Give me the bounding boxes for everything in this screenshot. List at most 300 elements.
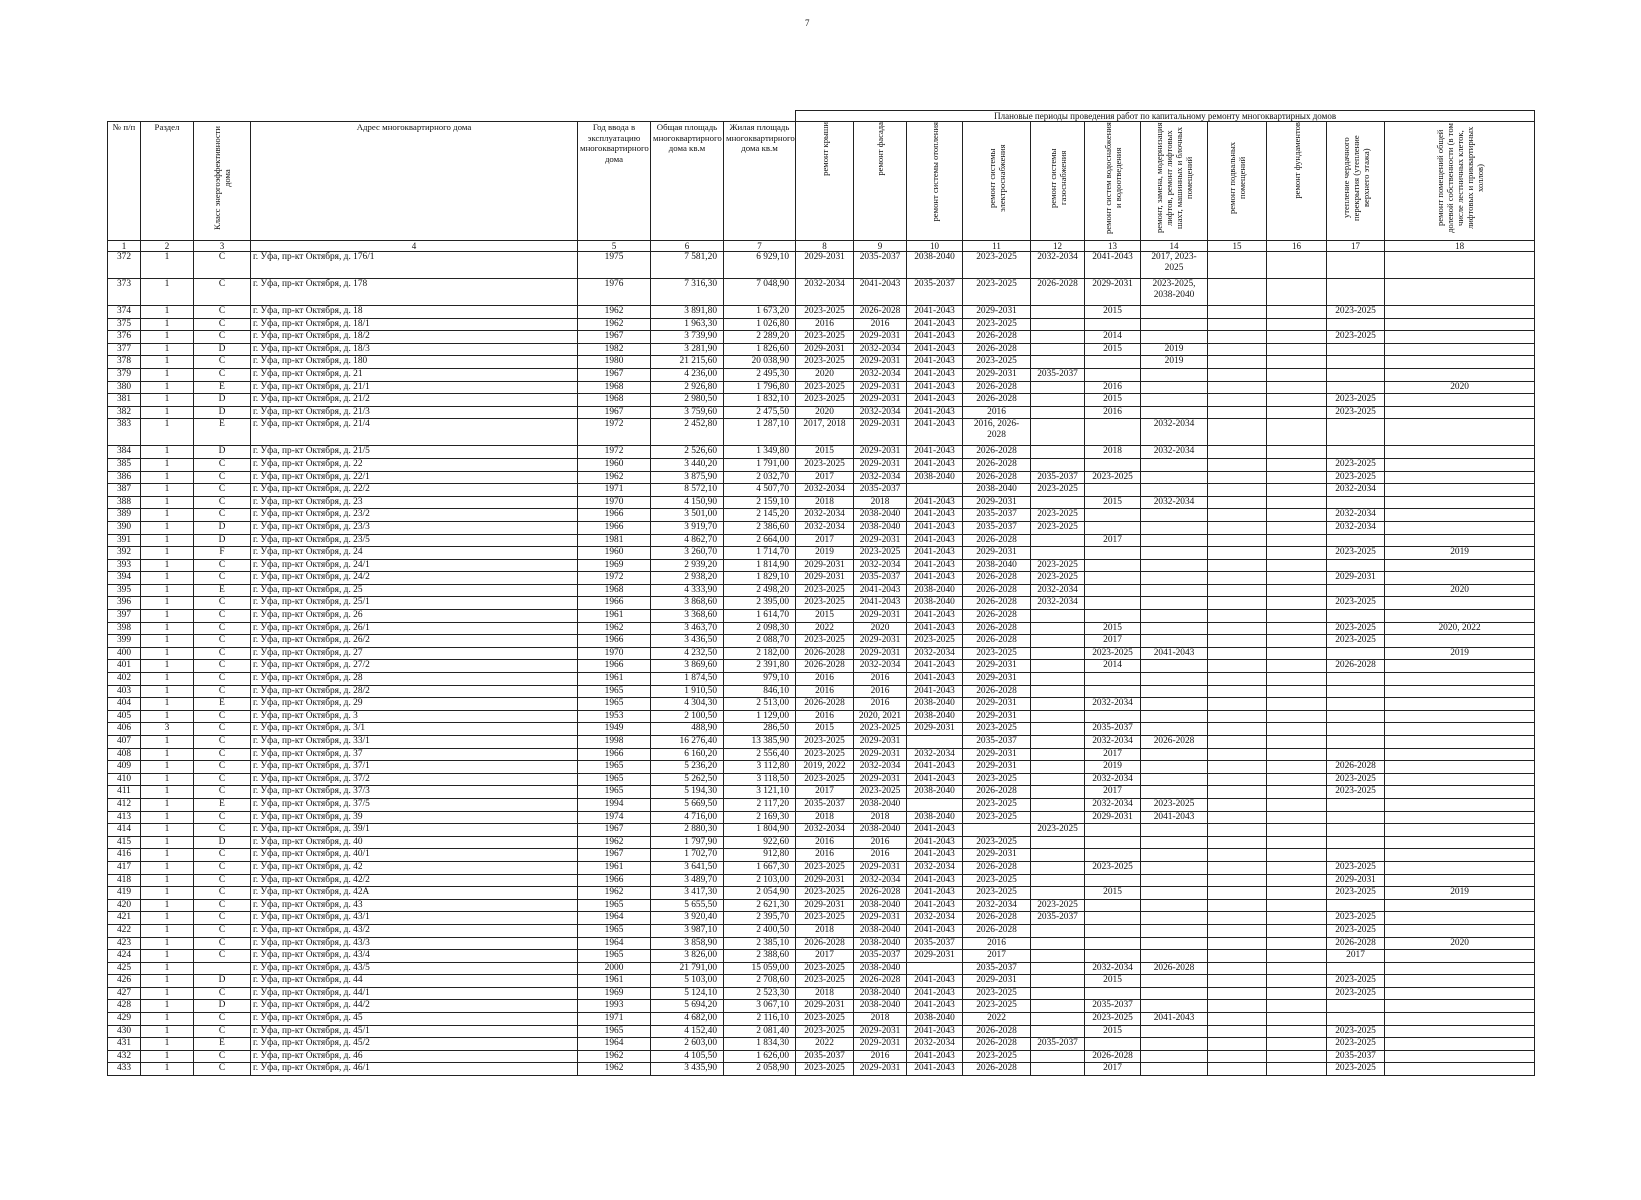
cell-attic-insulation xyxy=(1327,1000,1385,1013)
cell-basement-repair xyxy=(1208,836,1267,849)
cell-facade-repair: 2029-2031 xyxy=(854,861,907,874)
cell-address: г. Уфа, пр-кт Октября, д. 45 xyxy=(251,1013,578,1026)
cell-energy-class: C xyxy=(194,1050,251,1063)
cell-facade-repair: 2035-2037 xyxy=(854,252,907,279)
cell-energy-class: C xyxy=(194,736,251,749)
cell-attic-insulation xyxy=(1327,962,1385,975)
cell-basement-repair xyxy=(1208,962,1267,975)
cell-total-area: 5 655,50 xyxy=(651,899,724,912)
cell-row-number: 377 xyxy=(108,343,141,356)
cell-attic-insulation: 2023-2025 xyxy=(1327,635,1385,648)
cell-living-area: 2 386,60 xyxy=(724,521,796,534)
cell-elevator-repair xyxy=(1141,306,1208,319)
cell-common-areas-repair xyxy=(1385,899,1535,912)
table-row xyxy=(108,874,1535,887)
cell-common-areas-repair: 2020, 2022 xyxy=(1385,622,1535,635)
cell-gas-repair xyxy=(1031,394,1085,407)
cell-row-number: 387 xyxy=(108,484,141,497)
table-row xyxy=(108,306,1535,319)
cell-electric-repair: 2029-2031 xyxy=(963,849,1031,862)
cell-energy-class: D xyxy=(194,446,251,459)
cell-basement-repair xyxy=(1208,874,1267,887)
cell-foundation-repair xyxy=(1267,723,1327,736)
cell-total-area: 1 910,50 xyxy=(651,685,724,698)
cell-energy-class: C xyxy=(194,484,251,497)
cell-water-repair xyxy=(1085,356,1141,369)
cell-address: г. Уфа, пр-кт Октября, д. 21/1 xyxy=(251,381,578,394)
cell-gas-repair xyxy=(1031,331,1085,344)
cell-total-area: 6 160,20 xyxy=(651,748,724,761)
cell-row-number: 404 xyxy=(108,698,141,711)
cell-address: г. Уфа, пр-кт Октября, д. 43/1 xyxy=(251,912,578,925)
cell-total-area: 2 980,50 xyxy=(651,394,724,407)
header-roof-repair: ремонт крыши xyxy=(796,122,854,241)
cell-basement-repair xyxy=(1208,811,1267,824)
cell-total-area: 3 868,60 xyxy=(651,597,724,610)
cell-facade-repair: 2016 xyxy=(854,849,907,862)
cell-basement-repair xyxy=(1208,761,1267,774)
cell-facade-repair: 2035-2037 xyxy=(854,484,907,497)
cell-facade-repair: 2029-2031 xyxy=(854,458,907,471)
cell-common-areas-repair xyxy=(1385,509,1535,522)
cell-total-area: 4 716,00 xyxy=(651,811,724,824)
cell-facade-repair: 2038-2040 xyxy=(854,1000,907,1013)
cell-water-repair xyxy=(1085,597,1141,610)
cell-heating-repair: 2041-2043 xyxy=(907,318,963,331)
cell-energy-class: C xyxy=(194,786,251,799)
cell-heating-repair: 2041-2043 xyxy=(907,887,963,900)
cell-gas-repair xyxy=(1031,647,1085,660)
cell-roof-repair: 2020 xyxy=(796,368,854,381)
cell-heating-repair: 2041-2043 xyxy=(907,824,963,837)
cell-roof-repair: 2023-2025 xyxy=(796,306,854,319)
cell-elevator-repair xyxy=(1141,521,1208,534)
cell-heating-repair: 2041-2043 xyxy=(907,496,963,509)
cell-energy-class: C xyxy=(194,660,251,673)
header-number: № п/п xyxy=(108,122,141,241)
cell-section: 1 xyxy=(141,975,194,988)
cell-row-number: 388 xyxy=(108,496,141,509)
cell-electric-repair: 2026-2028 xyxy=(963,1038,1031,1051)
cell-water-repair: 2032-2034 xyxy=(1085,698,1141,711)
cell-row-number: 424 xyxy=(108,950,141,963)
cell-electric-repair: 2038-2040 xyxy=(963,484,1031,497)
cell-section: 1 xyxy=(141,279,194,306)
cell-common-areas-repair xyxy=(1385,572,1535,585)
cell-gas-repair xyxy=(1031,874,1085,887)
cell-gas-repair: 2035-2037 xyxy=(1031,912,1085,925)
cell-electric-repair: 2026-2028 xyxy=(963,534,1031,547)
cell-total-area: 3 641,50 xyxy=(651,861,724,874)
cell-water-repair: 2018 xyxy=(1085,446,1141,459)
cell-attic-insulation xyxy=(1327,368,1385,381)
cell-living-area: 2 708,60 xyxy=(724,975,796,988)
cell-energy-class: C xyxy=(194,924,251,937)
cell-roof-repair: 2032-2034 xyxy=(796,824,854,837)
cell-facade-repair: 2032-2034 xyxy=(854,559,907,572)
cell-foundation-repair xyxy=(1267,824,1327,837)
cell-row-number: 429 xyxy=(108,1013,141,1026)
cell-water-repair xyxy=(1085,419,1141,446)
cell-foundation-repair xyxy=(1267,924,1327,937)
cell-roof-repair: 2026-2028 xyxy=(796,698,854,711)
cell-water-repair: 2017 xyxy=(1085,1063,1141,1076)
cell-section: 1 xyxy=(141,924,194,937)
cell-heating-repair: 2038-2040 xyxy=(907,252,963,279)
cell-year-built: 1966 xyxy=(578,874,651,887)
cell-section: 1 xyxy=(141,824,194,837)
cell-water-repair: 2014 xyxy=(1085,331,1141,344)
table-row xyxy=(108,279,1535,306)
cell-living-area: 1 349,80 xyxy=(724,446,796,459)
cell-energy-class: C xyxy=(194,723,251,736)
table-row xyxy=(108,1013,1535,1026)
cell-year-built: 1998 xyxy=(578,736,651,749)
cell-section: 1 xyxy=(141,597,194,610)
cell-attic-insulation xyxy=(1327,811,1385,824)
cell-energy-class: C xyxy=(194,761,251,774)
cell-water-repair xyxy=(1085,836,1141,849)
cell-common-areas-repair xyxy=(1385,912,1535,925)
cell-roof-repair: 2017 xyxy=(796,534,854,547)
cell-row-number: 390 xyxy=(108,521,141,534)
cell-attic-insulation: 2023-2025 xyxy=(1327,597,1385,610)
cell-total-area: 4 862,70 xyxy=(651,534,724,547)
column-number: 12 xyxy=(1031,241,1085,252)
cell-roof-repair: 2029-2031 xyxy=(796,559,854,572)
cell-row-number: 405 xyxy=(108,710,141,723)
table-row xyxy=(108,710,1535,723)
cell-year-built: 1972 xyxy=(578,419,651,446)
cell-water-repair: 2023-2025 xyxy=(1085,647,1141,660)
cell-foundation-repair xyxy=(1267,496,1327,509)
cell-facade-repair: 2026-2028 xyxy=(854,975,907,988)
cell-row-number: 385 xyxy=(108,458,141,471)
cell-gas-repair xyxy=(1031,343,1085,356)
cell-water-repair: 2029-2031 xyxy=(1085,279,1141,306)
cell-basement-repair xyxy=(1208,559,1267,572)
cell-year-built: 1994 xyxy=(578,798,651,811)
cell-common-areas-repair xyxy=(1385,723,1535,736)
cell-attic-insulation: 2023-2025 xyxy=(1327,622,1385,635)
cell-living-area: 1 026,80 xyxy=(724,318,796,331)
cell-facade-repair: 2032-2034 xyxy=(854,368,907,381)
table-row xyxy=(108,381,1535,394)
cell-basement-repair xyxy=(1208,950,1267,963)
cell-total-area: 7 581,20 xyxy=(651,252,724,279)
column-number: 4 xyxy=(251,241,578,252)
cell-living-area: 2 117,20 xyxy=(724,798,796,811)
cell-section: 1 xyxy=(141,710,194,723)
cell-year-built: 1966 xyxy=(578,509,651,522)
cell-foundation-repair xyxy=(1267,1063,1327,1076)
cell-energy-class: E xyxy=(194,419,251,446)
cell-energy-class: C xyxy=(194,306,251,319)
cell-year-built: 1962 xyxy=(578,306,651,319)
cell-roof-repair: 2035-2037 xyxy=(796,1050,854,1063)
cell-heating-repair: 2041-2043 xyxy=(907,1050,963,1063)
cell-total-area: 1 963,30 xyxy=(651,318,724,331)
cell-section: 1 xyxy=(141,1063,194,1076)
cell-row-number: 428 xyxy=(108,1000,141,1013)
cell-gas-repair: 2032-2034 xyxy=(1031,584,1085,597)
cell-living-area: 2 475,50 xyxy=(724,406,796,419)
cell-common-areas-repair xyxy=(1385,748,1535,761)
cell-water-repair: 2023-2025 xyxy=(1085,861,1141,874)
cell-attic-insulation xyxy=(1327,1013,1385,1026)
cell-row-number: 425 xyxy=(108,962,141,975)
cell-common-areas-repair xyxy=(1385,559,1535,572)
cell-gas-repair xyxy=(1031,496,1085,509)
cell-total-area: 3 858,90 xyxy=(651,937,724,950)
cell-heating-repair: 2041-2043 xyxy=(907,924,963,937)
cell-electric-repair: 2026-2028 xyxy=(963,1063,1031,1076)
cell-gas-repair: 2035-2037 xyxy=(1031,1038,1085,1051)
cell-year-built: 1974 xyxy=(578,811,651,824)
cell-heating-repair: 2041-2043 xyxy=(907,509,963,522)
cell-total-area: 3 440,20 xyxy=(651,458,724,471)
cell-row-number: 430 xyxy=(108,1025,141,1038)
cell-total-area: 3 987,10 xyxy=(651,924,724,937)
table-row xyxy=(108,509,1535,522)
cell-total-area: 3 826,00 xyxy=(651,950,724,963)
cell-elevator-repair xyxy=(1141,899,1208,912)
cell-row-number: 420 xyxy=(108,899,141,912)
cell-section: 1 xyxy=(141,950,194,963)
cell-foundation-repair xyxy=(1267,635,1327,648)
cell-common-areas-repair xyxy=(1385,698,1535,711)
cell-electric-repair: 2035-2037 xyxy=(963,962,1031,975)
column-number: 2 xyxy=(141,241,194,252)
header-section: Раздел xyxy=(141,122,194,241)
cell-water-repair: 2015 xyxy=(1085,1025,1141,1038)
cell-section: 1 xyxy=(141,786,194,799)
cell-common-areas-repair xyxy=(1385,252,1535,279)
cell-total-area: 488,90 xyxy=(651,723,724,736)
cell-water-repair: 2015 xyxy=(1085,496,1141,509)
table-row xyxy=(108,773,1535,786)
cell-common-areas-repair: 2019 xyxy=(1385,647,1535,660)
cell-common-areas-repair xyxy=(1385,773,1535,786)
cell-electric-repair: 2029-2031 xyxy=(963,710,1031,723)
cell-attic-insulation: 2023-2025 xyxy=(1327,1038,1385,1051)
cell-section: 1 xyxy=(141,1000,194,1013)
cell-roof-repair: 2017 xyxy=(796,950,854,963)
table-row xyxy=(108,1063,1535,1076)
cell-facade-repair: 2029-2031 xyxy=(854,534,907,547)
cell-living-area: 2 054,90 xyxy=(724,887,796,900)
cell-foundation-repair xyxy=(1267,660,1327,673)
cell-section: 1 xyxy=(141,874,194,887)
table-row xyxy=(108,331,1535,344)
cell-basement-repair xyxy=(1208,509,1267,522)
cell-basement-repair xyxy=(1208,471,1267,484)
cell-living-area: 2 145,20 xyxy=(724,509,796,522)
cell-total-area: 2 938,20 xyxy=(651,572,724,585)
cell-address: г. Уфа, пр-кт Октября, д. 26/2 xyxy=(251,635,578,648)
cell-section: 1 xyxy=(141,356,194,369)
cell-heating-repair: 2041-2043 xyxy=(907,419,963,446)
cell-foundation-repair xyxy=(1267,698,1327,711)
cell-living-area: 2 088,70 xyxy=(724,635,796,648)
cell-roof-repair: 2026-2028 xyxy=(796,660,854,673)
cell-total-area: 3 919,70 xyxy=(651,521,724,534)
cell-total-area: 3 489,70 xyxy=(651,874,724,887)
table-row xyxy=(108,811,1535,824)
cell-foundation-repair xyxy=(1267,849,1327,862)
cell-elevator-repair xyxy=(1141,924,1208,937)
cell-living-area: 846,10 xyxy=(724,685,796,698)
cell-total-area: 4 232,50 xyxy=(651,647,724,660)
cell-living-area: 20 038,90 xyxy=(724,356,796,369)
cell-roof-repair: 2032-2034 xyxy=(796,509,854,522)
header-living-area: Жилая площадь многоквартирного дома кв.м xyxy=(724,122,796,241)
cell-water-repair: 2035-2037 xyxy=(1085,1000,1141,1013)
cell-water-repair: 2032-2034 xyxy=(1085,962,1141,975)
cell-foundation-repair xyxy=(1267,1050,1327,1063)
cell-roof-repair: 2020 xyxy=(796,406,854,419)
cell-foundation-repair xyxy=(1267,975,1327,988)
cell-energy-class: C xyxy=(194,496,251,509)
cell-foundation-repair xyxy=(1267,962,1327,975)
cell-address: г. Уфа, пр-кт Октября, д. 18/2 xyxy=(251,331,578,344)
cell-common-areas-repair xyxy=(1385,368,1535,381)
cell-elevator-repair: 2019 xyxy=(1141,343,1208,356)
cell-attic-insulation: 2026-2028 xyxy=(1327,660,1385,673)
cell-total-area: 21 215,60 xyxy=(651,356,724,369)
cell-common-areas-repair xyxy=(1385,1025,1535,1038)
cell-address: г. Уфа, пр-кт Октября, д. 21/3 xyxy=(251,406,578,419)
cell-basement-repair xyxy=(1208,458,1267,471)
cell-electric-repair: 2026-2028 xyxy=(963,786,1031,799)
cell-basement-repair xyxy=(1208,1063,1267,1076)
cell-elevator-repair xyxy=(1141,975,1208,988)
cell-facade-repair: 2029-2031 xyxy=(854,331,907,344)
cell-total-area: 5 262,50 xyxy=(651,773,724,786)
cell-living-area: 2 388,60 xyxy=(724,950,796,963)
cell-gas-repair xyxy=(1031,610,1085,623)
cell-electric-repair: 2029-2031 xyxy=(963,496,1031,509)
cell-living-area: 2 395,00 xyxy=(724,597,796,610)
cell-heating-repair: 2041-2043 xyxy=(907,660,963,673)
cell-attic-insulation xyxy=(1327,685,1385,698)
cell-foundation-repair xyxy=(1267,899,1327,912)
cell-elevator-repair xyxy=(1141,1000,1208,1013)
cell-elevator-repair xyxy=(1141,1038,1208,1051)
cell-foundation-repair xyxy=(1267,534,1327,547)
cell-attic-insulation: 2032-2034 xyxy=(1327,484,1385,497)
cell-electric-repair: 2022 xyxy=(963,1013,1031,1026)
cell-living-area: 1 287,10 xyxy=(724,419,796,446)
cell-attic-insulation xyxy=(1327,584,1385,597)
cell-heating-repair: 2032-2034 xyxy=(907,748,963,761)
cell-row-number: 422 xyxy=(108,924,141,937)
cell-heating-repair xyxy=(907,736,963,749)
cell-basement-repair xyxy=(1208,798,1267,811)
cell-year-built: 2000 xyxy=(578,962,651,975)
cell-energy-class: C xyxy=(194,748,251,761)
cell-elevator-repair xyxy=(1141,698,1208,711)
table-row xyxy=(108,356,1535,369)
cell-electric-repair: 2023-2025 xyxy=(963,887,1031,900)
cell-basement-repair xyxy=(1208,1025,1267,1038)
cell-water-repair xyxy=(1085,584,1141,597)
cell-facade-repair: 2032-2034 xyxy=(854,874,907,887)
cell-total-area: 2 939,20 xyxy=(651,559,724,572)
cell-foundation-repair xyxy=(1267,252,1327,279)
cell-energy-class: C xyxy=(194,710,251,723)
cell-address: г. Уфа, пр-кт Октября, д. 24/1 xyxy=(251,559,578,572)
cell-basement-repair xyxy=(1208,748,1267,761)
cell-heating-repair: 2041-2043 xyxy=(907,685,963,698)
cell-basement-repair xyxy=(1208,899,1267,912)
cell-facade-repair: 2035-2037 xyxy=(854,950,907,963)
cell-electric-repair: 2023-2025 xyxy=(963,811,1031,824)
cell-gas-repair: 2023-2025 xyxy=(1031,509,1085,522)
cell-living-area: 2 081,40 xyxy=(724,1025,796,1038)
cell-roof-repair: 2017, 2018 xyxy=(796,419,854,446)
cell-heating-repair: 2041-2043 xyxy=(907,773,963,786)
cell-facade-repair: 2038-2040 xyxy=(854,509,907,522)
cell-address: г. Уфа, пр-кт Октября, д. 22/1 xyxy=(251,471,578,484)
cell-energy-class: C xyxy=(194,685,251,698)
cell-foundation-repair xyxy=(1267,1000,1327,1013)
cell-attic-insulation xyxy=(1327,736,1385,749)
table-row xyxy=(108,937,1535,950)
cell-year-built: 1966 xyxy=(578,635,651,648)
cell-total-area: 3 920,40 xyxy=(651,912,724,925)
cell-living-area: 2 032,70 xyxy=(724,471,796,484)
cell-heating-repair: 2038-2040 xyxy=(907,710,963,723)
cell-facade-repair: 2026-2028 xyxy=(854,306,907,319)
cell-living-area: 4 507,70 xyxy=(724,484,796,497)
cell-roof-repair: 2023-2025 xyxy=(796,584,854,597)
cell-section: 1 xyxy=(141,899,194,912)
column-number: 9 xyxy=(854,241,907,252)
table-row xyxy=(108,419,1535,446)
header-row xyxy=(108,122,1535,241)
cell-living-area: 979,10 xyxy=(724,673,796,686)
cell-common-areas-repair xyxy=(1385,924,1535,937)
cell-facade-repair: 2029-2031 xyxy=(854,1025,907,1038)
cell-energy-class: C xyxy=(194,861,251,874)
cell-roof-repair: 2016 xyxy=(796,836,854,849)
cell-address: г. Уфа, пр-кт Октября, д. 37/2 xyxy=(251,773,578,786)
cell-year-built: 1967 xyxy=(578,824,651,837)
cell-roof-repair: 2015 xyxy=(796,723,854,736)
column-number: 16 xyxy=(1267,241,1327,252)
cell-foundation-repair xyxy=(1267,987,1327,1000)
cell-heating-repair: 2041-2043 xyxy=(907,368,963,381)
cell-energy-class: C xyxy=(194,279,251,306)
cell-living-area: 2 182,00 xyxy=(724,647,796,660)
cell-section: 1 xyxy=(141,761,194,774)
cell-basement-repair xyxy=(1208,331,1267,344)
cell-basement-repair xyxy=(1208,484,1267,497)
cell-water-repair xyxy=(1085,874,1141,887)
cell-roof-repair: 2029-2031 xyxy=(796,899,854,912)
cell-living-area: 2 289,20 xyxy=(724,331,796,344)
cell-energy-class: C xyxy=(194,874,251,887)
cell-attic-insulation xyxy=(1327,824,1385,837)
cell-common-areas-repair xyxy=(1385,849,1535,862)
cell-attic-insulation xyxy=(1327,496,1385,509)
cell-elevator-repair xyxy=(1141,1025,1208,1038)
cell-facade-repair: 2032-2034 xyxy=(854,406,907,419)
cell-facade-repair: 2032-2034 xyxy=(854,471,907,484)
cell-living-area: 3 121,10 xyxy=(724,786,796,799)
cell-water-repair xyxy=(1085,547,1141,560)
